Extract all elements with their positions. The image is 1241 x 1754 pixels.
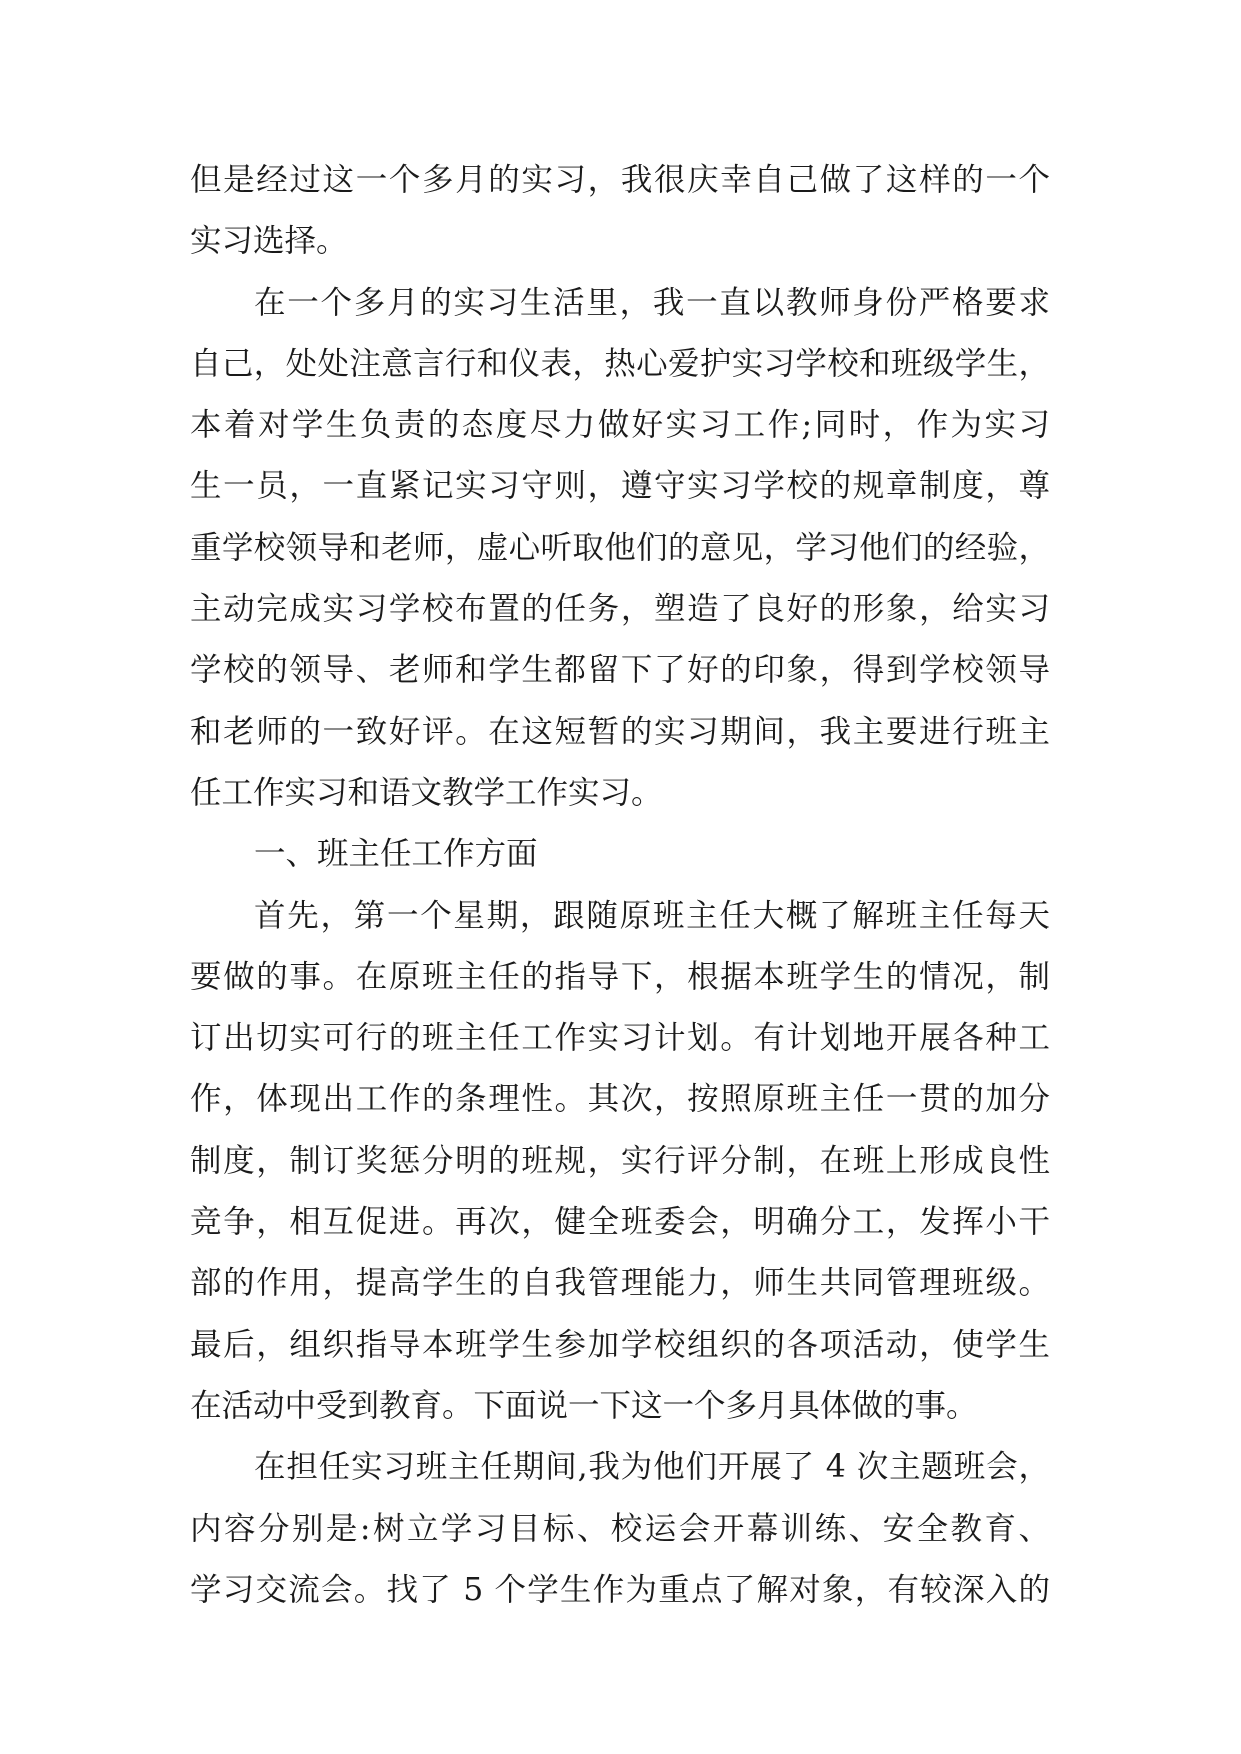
paragraph-start-line: 在一个多月的实习生活里，我一直以教师身份严格要求: [254, 284, 1050, 321]
text-line: 在活动中受到教育。下面说一下这一个多月具体做的事。: [190, 1387, 978, 1424]
text-line: 要做的事。在原班主任的指导下，根据本班学生的情况，制: [190, 958, 1050, 995]
text-line: 本着对学生负责的态度尽力做好实习工作;同时，作为实习: [190, 407, 1050, 444]
text-line: 部的作用，提高学生的自我管理能力，师生共同管理班级。: [190, 1265, 1050, 1302]
text-line: 实习选择。: [190, 223, 348, 260]
text-line: 自己，处处注意言行和仪表，热心爱护实习学校和班级学生，: [190, 345, 1050, 382]
text-line: 学习交流会。找了 5 个学生作为重点了解对象，有较深入的: [190, 1571, 1050, 1608]
paragraph-start-line: 首先，第一个星期，跟随原班主任大概了解班主任每天: [254, 897, 1050, 934]
paragraph-start-line: 在担任实习班主任期间,我为他们开展了 4 次主题班会，: [254, 1449, 1050, 1486]
text-line: 任工作实习和语文教学工作实习。: [190, 774, 663, 811]
document-body: [190, 150, 1050, 1621]
section-heading: 一、班主任工作方面: [254, 836, 538, 873]
text-line: 重学校领导和老师，虚心听取他们的意见，学习他们的经验，: [190, 529, 1050, 566]
text-line: 生一员，一直紧记实习守则，遵守实习学校的规章制度，尊: [190, 468, 1050, 505]
text-line: 作，体现出工作的条理性。其次，按照原班主任一贯的加分: [190, 1081, 1050, 1118]
text-line: 和老师的一致好评。在这短暂的实习期间，我主要进行班主: [190, 713, 1050, 750]
text-line: 但是经过这一个多月的实习，我很庆幸自己做了这样的一个: [190, 162, 1050, 198]
text-line: 学校的领导、老师和学生都留下了好的印象，得到学校领导: [190, 652, 1050, 689]
text-line: 主动完成实习学校布置的任务，塑造了良好的形象，给实习: [190, 591, 1050, 628]
text-line: 最后，组织指导本班学生参加学校组织的各项活动，使学生: [190, 1326, 1050, 1363]
text-line: 内容分别是:树立学习目标、校运会开幕训练、安全教育、: [190, 1510, 1050, 1547]
text-line: 订出切实可行的班主任工作实习计划。有计划地开展各种工: [190, 1020, 1050, 1057]
text-line: 制度，制订奖惩分明的班规，实行评分制，在班上形成良性: [190, 1142, 1050, 1179]
text-line: 竞争，相互促进。再次，健全班委会，明确分工，发挥小干: [190, 1204, 1050, 1241]
